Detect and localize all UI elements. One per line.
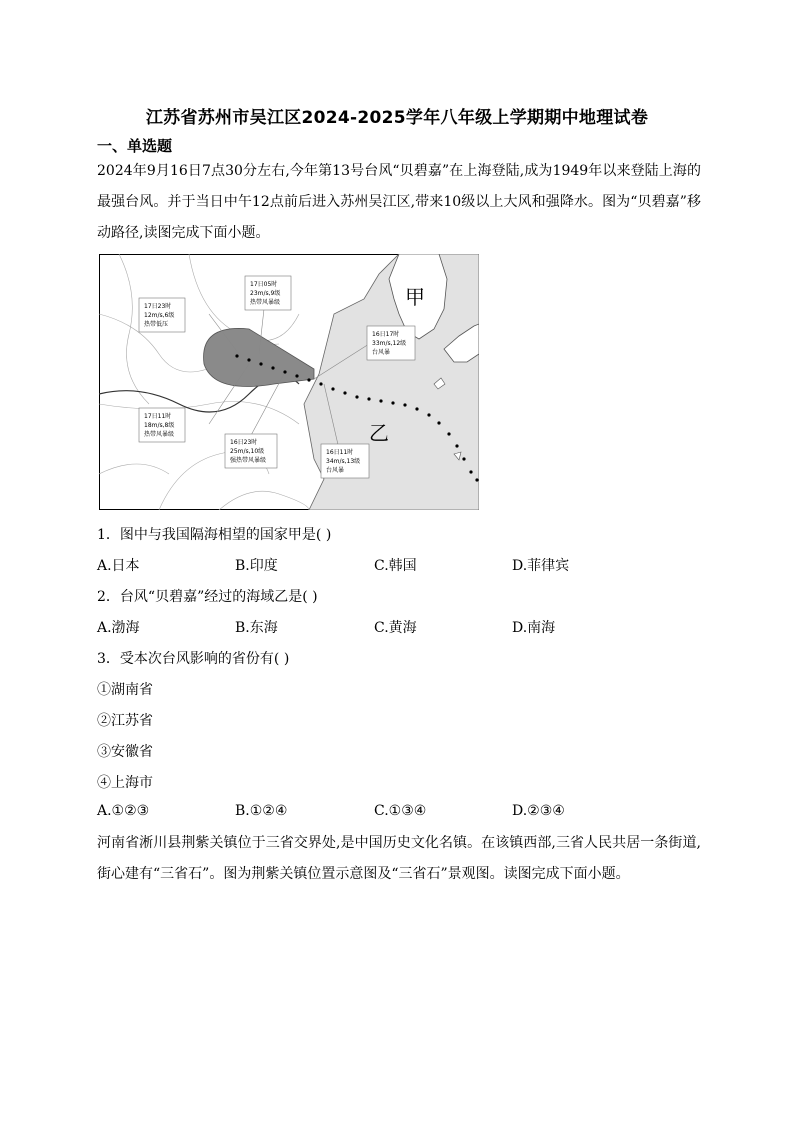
info-box-4	[139, 408, 185, 442]
intro-paragraph-2: 河南省淅川县荆紫关镇位于三省交界处,是中国历史文化名镇。在该镇西部,三省人民共居一条街道,街心建有“三省石”。图为荆紫关镇位置示意图及“三省石”景观图。读图完成下面小题。	[97, 835, 701, 882]
q1-option-d[interactable]: D.菲律宾	[512, 558, 570, 574]
info-box-1	[139, 298, 185, 332]
svg-text:17日23时: 17日23时	[144, 303, 172, 310]
q1-option-c[interactable]: C.韩国	[374, 558, 417, 574]
svg-text:12m/s,6级: 12m/s,6级	[144, 312, 175, 319]
svg-text:热带风暴级: 热带风暴级	[250, 299, 281, 306]
page-title: 江苏省苏州市吴江区2024-2025学年八年级上学期期中地理试卷	[145, 108, 649, 128]
svg-text:台风暴: 台风暴	[372, 349, 391, 356]
svg-text:16日11时: 16日11时	[326, 449, 354, 456]
section-heading: 一、单选题	[97, 137, 173, 155]
info-box-3	[367, 326, 415, 360]
label-yi: 乙	[369, 421, 389, 445]
svg-text:17日11时: 17日11时	[144, 413, 172, 420]
svg-text:17日05时: 17日05时	[250, 281, 278, 288]
q3-item-1: ①湖南省	[97, 682, 153, 698]
svg-text:热带风暴级: 热带风暴级	[144, 431, 175, 438]
label-jia: 甲	[405, 285, 425, 309]
q3-option-c[interactable]: C.①③④	[374, 803, 427, 819]
question-1-stem: 1．图中与我国隔海相望的国家甲是( )	[97, 527, 332, 543]
svg-text:热带低压: 热带低压	[144, 321, 169, 328]
q2-option-a[interactable]: A.渤海	[97, 620, 140, 636]
svg-text:18m/s,8级: 18m/s,8级	[144, 422, 175, 429]
info-box-2	[245, 276, 291, 310]
q3-option-b[interactable]: B.①②④	[235, 803, 288, 819]
svg-text:23m/s,9级: 23m/s,9级	[250, 290, 281, 297]
info-box-5	[225, 434, 277, 468]
intro-paragraph-1: 2024年9月16日7点30分左右,今年第13号台风“贝碧嘉”在上海登陆,成为1949年以来登陆上海的最强台风。并于当日中午12点前后进入苏州吴江区,带来10级以上大风和强降水。图为“贝碧嘉”移动路径,读图完成下面小题。	[97, 163, 701, 241]
question-3-stem: 3．受本次台风影响的省份有( )	[97, 651, 290, 667]
question-2-stem: 2．台风“贝碧嘉”经过的海域乙是( )	[97, 589, 318, 605]
svg-text:34m/s,13级: 34m/s,13级	[326, 458, 361, 465]
svg-text:台风暴: 台风暴	[326, 467, 345, 474]
q3-item-3: ③安徽省	[97, 744, 153, 760]
q2-option-c[interactable]: C.黄海	[374, 620, 417, 636]
q1-option-a[interactable]: A.日本	[97, 558, 140, 574]
q3-item-2: ②江苏省	[97, 713, 153, 729]
q2-option-b[interactable]: B.东海	[235, 620, 278, 636]
q2-option-d[interactable]: D.南海	[512, 620, 556, 636]
typhoon-track-map	[99, 254, 479, 510]
svg-text:强热带风暴级: 强热带风暴级	[230, 457, 267, 464]
q3-option-d[interactable]: D.②③④	[512, 803, 565, 819]
svg-text:16日23时: 16日23时	[230, 439, 258, 446]
svg-text:33m/s,12级: 33m/s,12级	[372, 340, 407, 347]
q1-option-b[interactable]: B.印度	[235, 558, 278, 574]
q3-item-4: ④上海市	[97, 775, 153, 791]
svg-text:25m/s,10级: 25m/s,10级	[230, 448, 265, 455]
svg-text:16日17时: 16日17时	[372, 331, 400, 338]
q3-option-a[interactable]: A.①②③	[97, 803, 150, 819]
info-box-6	[321, 444, 369, 478]
